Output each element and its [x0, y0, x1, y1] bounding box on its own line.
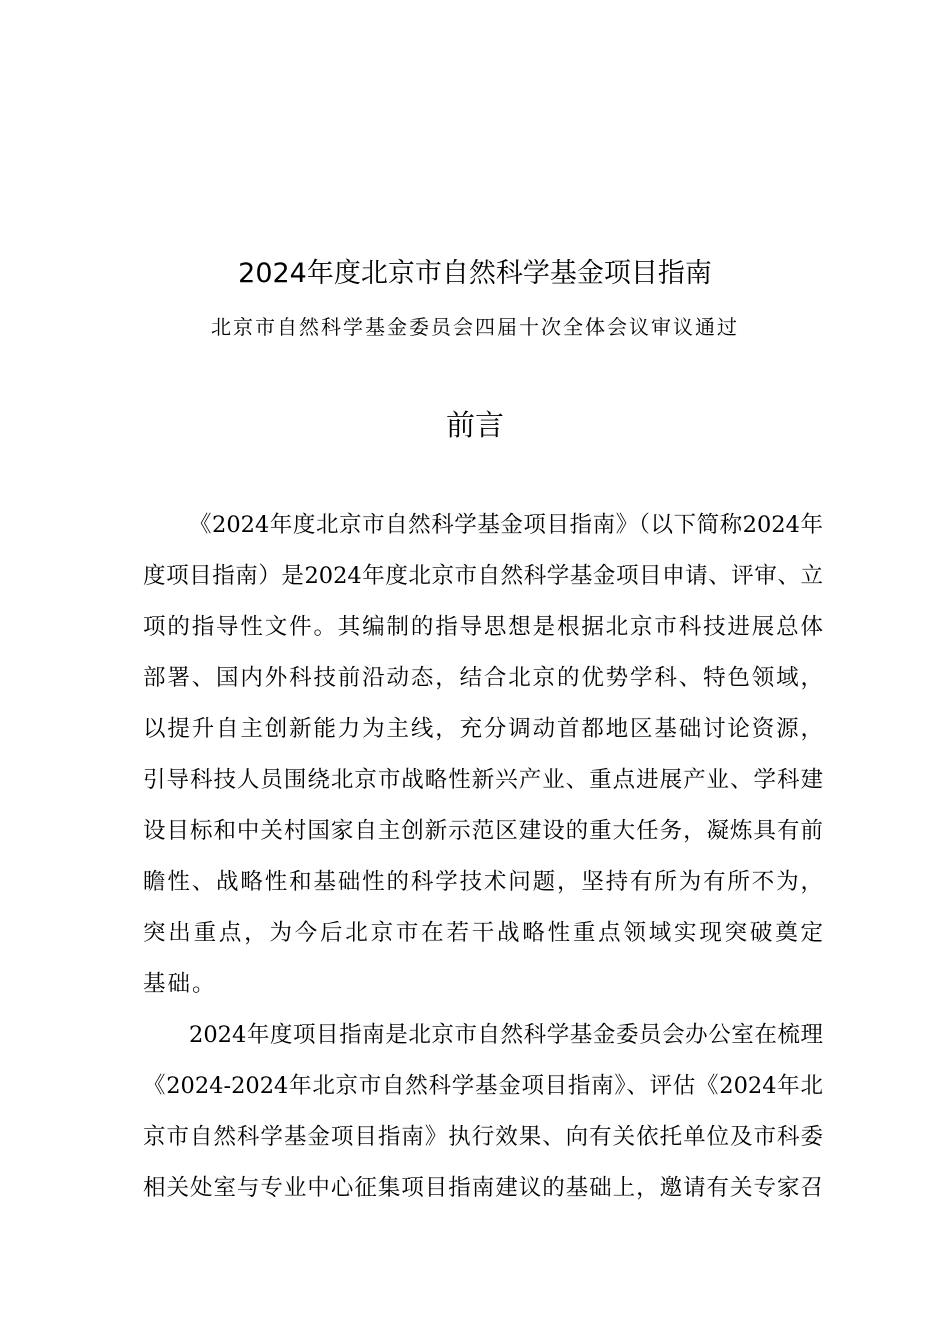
- paragraph-line: 相关处室与专业中心征集项目指南建议的基础上，邀请有关专家召: [143, 1175, 823, 1201]
- paragraph-line: 项的指导性文件。其编制的指导思想是根据北京市科技进展总体: [143, 614, 823, 640]
- document-subtitle: 北京市自然科学基金委员会四届十次全体会议审议通过: [211, 315, 739, 339]
- section-heading: 前言: [445, 408, 504, 442]
- paragraph-line: 设目标和中关村国家自主创新示范区建设的重大任务，凝炼具有前: [143, 818, 823, 844]
- paragraph-line: 瞻性、战略性和基础性的科学技术问题，坚持有所为有所不为，: [143, 869, 823, 895]
- paragraph-line: 引导科技人员围绕北京市战略性新兴产业、重点进展产业、学科建: [143, 767, 823, 793]
- document-title: 2024年度北京市自然科学基金项目指南: [238, 258, 712, 289]
- paragraph-line: 以提升自主创新能力为主线，充分调动首都地区基础讨论资源，: [143, 716, 823, 742]
- paragraph-line: 《2024-2024年北京市自然科学基金项目指南》、评估《2024年北: [143, 1073, 823, 1099]
- paragraph-line: 基础。: [143, 971, 217, 997]
- paragraph-line: 《2024年度北京市自然科学基金项目指南》（以下简称2024年: [189, 512, 823, 538]
- paragraph-line: 京市自然科学基金项目指南》执行效果、向有关依托单位及市科委: [143, 1124, 823, 1150]
- paragraph-line: 2024年度项目指南是北京市自然科学基金委员会办公室在梳理: [189, 1022, 823, 1048]
- paragraph-line: 度项目指南）是2024年度北京市自然科学基金项目申请、评审、立: [143, 563, 823, 589]
- paragraph-line: 突出重点，为今后北京市在若干战略性重点领域实现突破奠定: [143, 920, 823, 946]
- paragraph-line: 部署、国内外科技前沿动态，结合北京的优势学科、特色领域，: [143, 665, 823, 691]
